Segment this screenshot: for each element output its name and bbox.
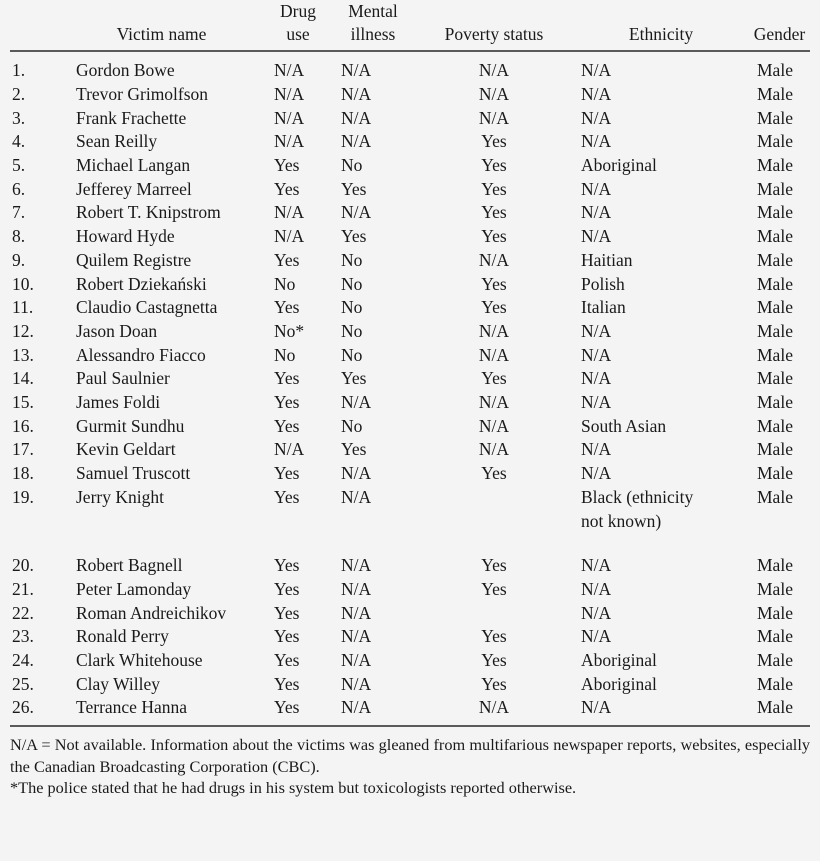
cell-index: 2. xyxy=(12,83,26,104)
cell-drug-use: Yes xyxy=(274,392,300,413)
cell-poverty-status xyxy=(415,486,573,554)
cell-mental-illness: No xyxy=(341,273,363,294)
cell-index: 18. xyxy=(12,463,34,484)
cell-ethnicity: Italian xyxy=(581,297,626,318)
cell-poverty-status: N/A xyxy=(478,415,510,436)
cell-gender: Male xyxy=(757,555,793,576)
cell-poverty-status: Yes xyxy=(481,226,507,247)
cell-poverty-status: Yes xyxy=(481,202,507,223)
cell-ethnicity: N/A xyxy=(581,555,612,576)
cell-index: 14. xyxy=(12,368,34,389)
table-row xyxy=(10,486,810,554)
cell-victim-name: Howard Hyde xyxy=(76,226,175,247)
cell-gender: Male xyxy=(757,697,793,718)
cell-gender: Male xyxy=(757,226,793,247)
cell-mental-illness: N/A xyxy=(341,650,372,671)
cell-gender: Male xyxy=(757,273,793,294)
table-row xyxy=(10,201,810,225)
cell-drug-use: Yes xyxy=(274,578,300,599)
cell-ethnicity: Haitian xyxy=(581,249,633,270)
table-row xyxy=(10,273,810,297)
cell-drug-use: Yes xyxy=(274,297,300,318)
cell-drug-use: N/A xyxy=(274,226,305,247)
table-row xyxy=(10,249,810,273)
cell-drug-use: Yes xyxy=(274,463,300,484)
cell-index: 9. xyxy=(12,249,26,270)
victims-table xyxy=(10,0,810,720)
cell-drug-use: Yes xyxy=(274,249,300,270)
cell-ethnicity: N/A xyxy=(581,60,612,81)
cell-gender: Male xyxy=(757,320,793,341)
cell-drug-use: Yes xyxy=(274,178,300,199)
cell-drug-use: No* xyxy=(274,320,305,341)
cell-victim-name: Gurmit Sundhu xyxy=(76,415,185,436)
table-row xyxy=(10,296,810,320)
cell-index: 10. xyxy=(12,273,34,294)
cell-mental-illness: No xyxy=(341,249,363,270)
table-row xyxy=(10,602,810,626)
cell-poverty-status: Yes xyxy=(481,131,507,152)
cell-gender: Male xyxy=(757,155,793,175)
cell-victim-name: Clay Willey xyxy=(76,673,161,694)
cell-victim-name: Sean Reilly xyxy=(76,131,158,152)
cell-index: 6. xyxy=(12,178,26,199)
cell-mental-illness: N/A xyxy=(341,131,372,152)
table-row xyxy=(10,438,810,462)
cell-mental-illness: N/A xyxy=(341,673,372,694)
cell-drug-use: N/A xyxy=(274,202,305,223)
cell-poverty-status: N/A xyxy=(478,60,510,81)
cell-mental-illness: N/A xyxy=(341,83,372,104)
column-header-drug-use: Drug use xyxy=(265,0,331,51)
cell-drug-use: Yes xyxy=(274,626,300,647)
cell-poverty-status: Yes xyxy=(481,650,507,671)
cell-victim-name: Roman Andreichikov xyxy=(76,602,227,623)
cell-poverty-status: Yes xyxy=(481,155,507,175)
cell-mental-illness: N/A xyxy=(341,60,372,81)
cell-victim-name: Robert T. Knipstrom xyxy=(76,202,221,223)
cell-ethnicity xyxy=(573,486,749,554)
cell-victim-name: Clark Whitehouse xyxy=(76,650,203,671)
cell-poverty-status: N/A xyxy=(478,392,510,413)
cell-poverty-status: Yes xyxy=(481,555,507,576)
column-header-index xyxy=(10,0,58,51)
table-row xyxy=(10,673,810,697)
cell-gender: Male xyxy=(757,439,793,460)
column-header-gender: Gender xyxy=(749,0,810,51)
cell-ethnicity: N/A xyxy=(581,602,612,623)
cell-gender: Male xyxy=(757,131,793,152)
cell-index: 13. xyxy=(12,344,34,365)
cell-index: 8. xyxy=(12,226,26,247)
table-row xyxy=(10,415,810,439)
cell-drug-use: Yes xyxy=(274,697,300,718)
cell-mental-illness: N/A xyxy=(341,107,372,128)
cell-gender: Male xyxy=(757,578,793,599)
cell-ethnicity-line1: Black (ethnicity xyxy=(581,486,694,507)
table-row xyxy=(10,462,810,486)
table-row xyxy=(10,51,810,83)
cell-mental-illness: No xyxy=(341,320,363,341)
cell-mental-illness: N/A xyxy=(341,697,372,718)
cell-victim-name: Claudio Castagnetta xyxy=(76,297,218,318)
column-header-mental-illness: Mental illness xyxy=(331,0,415,51)
cell-index: 7. xyxy=(12,202,26,223)
cell-poverty-status: Yes xyxy=(481,368,507,389)
cell-index: 16. xyxy=(12,415,34,436)
cell-ethnicity: N/A xyxy=(581,107,612,128)
cell-mental-illness: N/A xyxy=(341,555,372,576)
cell-gender: Male xyxy=(757,60,793,81)
cell-drug-use: N/A xyxy=(274,131,305,152)
cell-index: 11. xyxy=(12,297,34,318)
cell-victim-name: Quilem Registre xyxy=(76,249,192,270)
cell-poverty-status: N/A xyxy=(478,83,510,104)
cell-mental-illness: No xyxy=(341,155,363,175)
cell-victim-name: Kevin Geldart xyxy=(76,439,176,460)
cell-drug-use: No xyxy=(274,344,296,365)
cell-poverty-status: Yes xyxy=(481,463,507,484)
table-row xyxy=(10,320,810,344)
column-header-poverty-status: Poverty status xyxy=(415,0,573,51)
cell-index: 19. xyxy=(12,486,34,507)
cell-drug-use: No xyxy=(274,273,296,294)
cell-ethnicity: N/A xyxy=(581,202,612,223)
cell-gender: Male xyxy=(757,415,793,436)
cell-ethnicity: N/A xyxy=(581,226,612,247)
cell-drug-use: Yes xyxy=(274,555,300,576)
cell-gender: Male xyxy=(757,392,793,413)
cell-ethnicity-line2: not known) xyxy=(581,510,662,531)
cell-index: 25. xyxy=(12,673,34,694)
cell-gender: Male xyxy=(757,344,793,365)
cell-victim-name: Peter Lamonday xyxy=(76,578,192,599)
cell-gender: Male xyxy=(757,626,793,647)
table-row xyxy=(10,367,810,391)
table-row xyxy=(10,625,810,649)
cell-index: 22. xyxy=(12,602,34,623)
table-row xyxy=(10,83,810,107)
table-row xyxy=(10,391,810,415)
cell-gender: Male xyxy=(757,650,793,671)
cell-victim-name: James Foldi xyxy=(76,392,161,413)
cell-poverty-status: N/A xyxy=(478,344,510,365)
cell-gender: Male xyxy=(757,83,793,104)
cell-gender: Male xyxy=(757,178,793,199)
cell-mental-illness: No xyxy=(341,297,363,318)
cell-ethnicity: N/A xyxy=(581,344,612,365)
cell-mental-illness: Yes xyxy=(341,368,367,389)
cell-victim-name: Frank Frachette xyxy=(76,107,187,128)
table-row xyxy=(10,107,810,131)
cell-ethnicity: N/A xyxy=(581,178,612,199)
table-row xyxy=(10,154,810,178)
cell-ethnicity: N/A xyxy=(581,320,612,341)
cell-ethnicity: Aboriginal xyxy=(581,673,657,694)
table-row xyxy=(10,649,810,673)
cell-gender: Male xyxy=(757,107,793,128)
cell-ethnicity: Polish xyxy=(581,273,625,294)
cell-victim-name: Jerry Knight xyxy=(76,486,164,507)
table-header xyxy=(10,0,810,51)
cell-mental-illness: N/A xyxy=(341,486,372,507)
cell-victim-name: Paul Saulnier xyxy=(76,368,170,389)
cell-gender: Male xyxy=(757,297,793,318)
cell-victim-name: Michael Langan xyxy=(76,155,191,175)
cell-poverty-status: N/A xyxy=(478,107,510,128)
cell-victim-name: Alessandro Fiacco xyxy=(76,344,206,365)
cell-victim-name: Robert Dziekański xyxy=(76,273,207,294)
cell-victim-name: Trevor Grimolfson xyxy=(76,83,209,104)
cell-ethnicity: N/A xyxy=(581,697,612,718)
cell-victim-name: Robert Bagnell xyxy=(76,555,183,576)
cell-index: 23. xyxy=(12,626,34,647)
cell-index: 5. xyxy=(12,155,26,175)
cell-mental-illness: Yes xyxy=(341,439,367,460)
cell-gender: Male xyxy=(757,486,793,507)
cell-index: 26. xyxy=(12,697,34,718)
cell-drug-use: Yes xyxy=(274,673,300,694)
cell-victim-name: Terrance Hanna xyxy=(76,697,187,718)
cell-index: 4. xyxy=(12,131,26,152)
cell-index: 20. xyxy=(12,555,34,576)
cell-index: 24. xyxy=(12,650,34,671)
cell-drug-use: Yes xyxy=(274,602,300,623)
cell-gender: Male xyxy=(757,602,793,623)
table-row xyxy=(10,178,810,202)
cell-mental-illness: N/A xyxy=(341,578,372,599)
cell-gender: Male xyxy=(757,368,793,389)
column-header-ethnicity: Ethnicity xyxy=(573,0,749,51)
table-row xyxy=(10,578,810,602)
cell-ethnicity: N/A xyxy=(581,578,612,599)
cell-drug-use: N/A xyxy=(274,60,305,81)
cell-index: 1. xyxy=(12,60,26,81)
table-row xyxy=(10,225,810,249)
cell-ethnicity: N/A xyxy=(581,626,612,647)
cell-drug-use: N/A xyxy=(274,439,305,460)
cell-poverty-status: Yes xyxy=(481,673,507,694)
cell-victim-name: Jefferey Marreel xyxy=(76,178,192,199)
cell-mental-illness: N/A xyxy=(341,392,372,413)
cell-poverty-status: N/A xyxy=(478,697,510,718)
cell-mental-illness: N/A xyxy=(341,626,372,647)
table-row xyxy=(10,130,810,154)
cell-poverty-status: N/A xyxy=(478,249,510,270)
cell-poverty-status: N/A xyxy=(478,439,510,460)
cell-ethnicity: Aboriginal xyxy=(581,155,657,175)
cell-ethnicity: N/A xyxy=(581,83,612,104)
table-body xyxy=(10,51,810,720)
cell-poverty-status: N/A xyxy=(478,320,510,341)
cell-mental-illness: N/A xyxy=(341,463,372,484)
cell-drug-use: Yes xyxy=(274,368,300,389)
table-bottom-rule xyxy=(10,725,810,727)
table-row xyxy=(10,696,810,720)
cell-index: 17. xyxy=(12,439,34,460)
cell-ethnicity: N/A xyxy=(581,439,612,460)
cell-drug-use: N/A xyxy=(274,107,305,128)
cell-ethnicity: N/A xyxy=(581,463,612,484)
cell-gender: Male xyxy=(757,202,793,223)
cell-poverty-status: Yes xyxy=(481,626,507,647)
cell-mental-illness: No xyxy=(341,415,363,436)
cell-mental-illness: Yes xyxy=(341,226,367,247)
cell-victim-name: Samuel Truscott xyxy=(76,463,191,484)
cell-gender: Male xyxy=(757,249,793,270)
cell-drug-use: Yes xyxy=(274,155,300,175)
cell-drug-use: N/A xyxy=(274,83,305,104)
cell-poverty-status: Yes xyxy=(481,178,507,199)
cell-gender: Male xyxy=(757,463,793,484)
cell-poverty-status: Yes xyxy=(481,578,507,599)
table-row xyxy=(10,344,810,368)
cell-ethnicity: N/A xyxy=(581,131,612,152)
cell-mental-illness: N/A xyxy=(341,602,372,623)
table-row xyxy=(10,554,810,578)
cell-victim-name: Gordon Bowe xyxy=(76,60,175,81)
cell-drug-use: Yes xyxy=(274,486,300,507)
cell-mental-illness: Yes xyxy=(341,178,367,199)
cell-ethnicity: N/A xyxy=(581,368,612,389)
cell-poverty-status xyxy=(415,602,573,626)
cell-poverty-status: Yes xyxy=(481,297,507,318)
cell-index: 15. xyxy=(12,392,34,413)
note-abbreviation: N/A = Not available. Information about the victims was gleaned from multifarious newspaper reports, websites, especially the Canadian Broadcasting Corporation (CBC). xyxy=(10,735,810,776)
cell-drug-use: Yes xyxy=(274,650,300,671)
cell-index: 12. xyxy=(12,320,34,341)
cell-ethnicity: N/A xyxy=(581,392,612,413)
cell-index: 21. xyxy=(12,578,34,599)
cell-poverty-status: Yes xyxy=(481,273,507,294)
cell-victim-name: Jason Doan xyxy=(76,320,158,341)
cell-mental-illness: No xyxy=(341,344,363,365)
note-footnote-star: *The police stated that he had drugs in his system but toxicologists reported otherwise. xyxy=(10,777,577,797)
column-header-victim-name: Victim name xyxy=(58,0,265,51)
table-notes xyxy=(10,734,810,798)
cell-ethnicity: South Asian xyxy=(581,415,667,436)
cell-index: 3. xyxy=(12,107,26,128)
cell-drug-use: Yes xyxy=(274,415,300,436)
cell-ethnicity: Aboriginal xyxy=(581,650,657,671)
cell-victim-name: Ronald Perry xyxy=(76,626,169,647)
cell-gender: Male xyxy=(757,673,793,694)
cell-mental-illness: N/A xyxy=(341,202,372,223)
